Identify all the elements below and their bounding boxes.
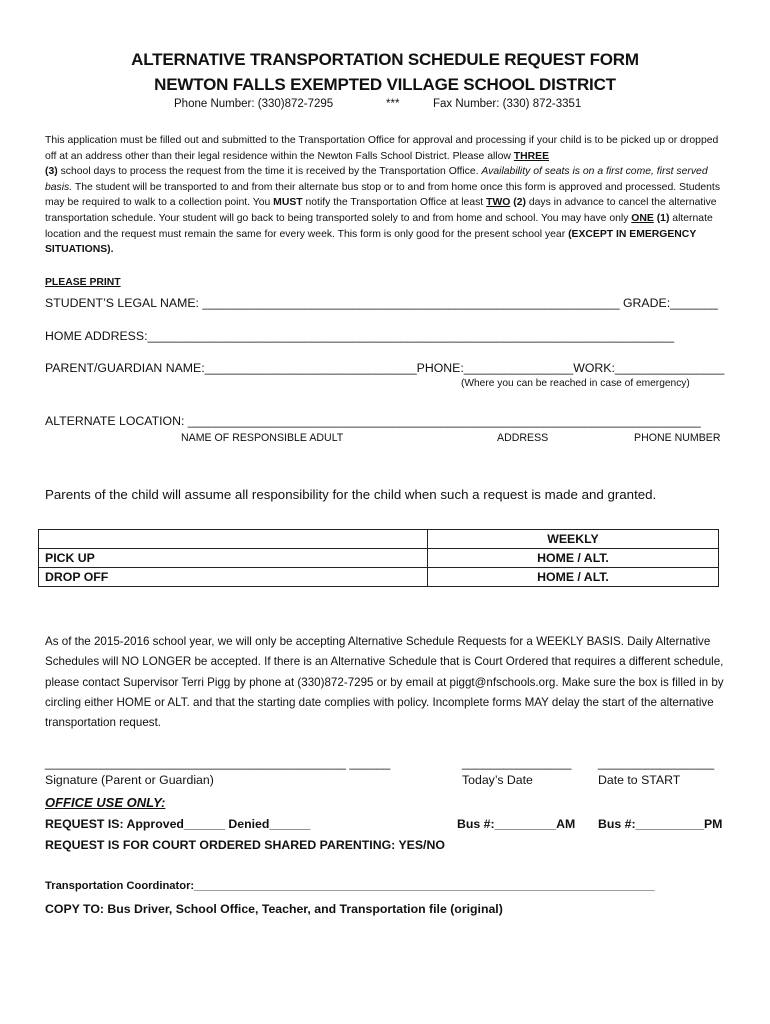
- bus-am-field[interactable]: Bus #:_________AM: [457, 817, 576, 831]
- office-use-heading: OFFICE USE ONLY:: [45, 795, 166, 810]
- pickup-home-alt-option[interactable]: HOME / ALT.: [428, 549, 719, 568]
- form-title: ALTERNATIVE TRANSPORTATION SCHEDULE REQUEST FORM: [131, 50, 639, 69]
- responsibility-statement: Parents of the child will assume all responsibility for the child when such a request is made and granted.: [45, 487, 657, 502]
- intro-paragraph: This application must be filled out and submitted to the Transportation Office for approval and processing if your child is to be picked up or dropped off at an address other than their legal residence within the Newton Falls School District. Please allow THREE (3) school days to process the request from the time it is received by the Transportation Office. Availability of seats is on a first come, first served basis. The student will be transported to and from their alternate bus stop or to and from home once this form is approved and processed. Students may be required to walk to a collection point. You MUST notify the Transportation Office at least TWO (2) days in advance to cancel the alternative transportation schedule. Your student will go back to being transported solely to and from home and school. You may have only ONE (1) alternate location and the request must remain the same for every week. This form is only good for the present school year (EXCEPT IN EMERGENCY SITUATIONS).: [45, 135, 721, 256]
- alt-sublabel-address: ADDRESS: [497, 432, 549, 444]
- start-date-field[interactable]: _________________: [598, 756, 715, 770]
- please-print-label: PLEASE PRINT: [45, 277, 121, 288]
- bus-pm-field[interactable]: Bus #:__________PM: [598, 817, 723, 831]
- dropoff-label: DROP OFF: [39, 568, 428, 587]
- alt-sublabel-phone: PHONE NUMBER: [634, 432, 721, 444]
- schedule-table: [38, 529, 719, 587]
- signature-field[interactable]: ____________________________________________ ______: [45, 756, 391, 770]
- start-date-label: Date to START: [598, 773, 681, 787]
- alternate-location-field[interactable]: ALTERNATE LOCATION: ___________________________________________________________________________: [45, 414, 701, 428]
- policy-paragraph: As of the 2015-2016 school year, we will only be accepting Alternative Schedule Requests for a WEEKLY BASIS. Daily Alternative Schedules will NO LONGER be accepted. If there is an Alternative Schedule that is Court Ordered that requires a different schedule, please contact Supervisor Terri Pigg by phone at (330)872-7295 or by email at piggt@nfschools.org. Make sure the box is filled in by circling either HOME or ALT. and that the starting date complies with policy. Incomplete forms MAY delay the start of the alternative transportation request.: [45, 635, 724, 730]
- table-header-row: [39, 530, 719, 549]
- court-ordered-field[interactable]: REQUEST IS FOR COURT ORDERED SHARED PARENTING: YES/NO: [45, 838, 445, 852]
- todays-date-label: Today’s Date: [462, 773, 533, 787]
- dropoff-home-alt-option[interactable]: HOME / ALT.: [428, 568, 719, 587]
- parent-guardian-field[interactable]: PARENT/GUARDIAN NAME:_______________________________PHONE:________________WORK:________________: [45, 361, 725, 375]
- district-name: NEWTON FALLS EXEMPTED VILLAGE SCHOOL DISTRICT: [154, 75, 616, 94]
- fax-number: Fax Number: (330) 872-3351: [433, 98, 582, 110]
- copy-to-line: COPY TO: Bus Driver, School Office, Teacher, and Transportation file (original): [45, 902, 503, 916]
- student-name-field[interactable]: STUDENT’S LEGAL NAME: _____________________________________________________________ GRADE:_______: [45, 296, 718, 310]
- table-cell-empty: [39, 530, 428, 549]
- phone-number: Phone Number: (330)872-7295: [174, 98, 334, 110]
- table-row: [39, 549, 719, 568]
- alt-sublabel-adult: NAME OF RESPONSIBLE ADULT: [181, 432, 344, 444]
- signature-label: Signature (Parent or Guardian): [45, 773, 214, 787]
- table-row: [39, 568, 719, 587]
- header-separator: ***: [386, 98, 400, 110]
- weekly-header: WEEKLY: [428, 530, 719, 549]
- home-address-field[interactable]: HOME ADDRESS:_____________________________________________________________________________: [45, 329, 675, 343]
- transportation-coordinator-field[interactable]: Transportation Coordinator:__________________________________________________________________________: [45, 880, 655, 892]
- todays-date-field[interactable]: ________________: [462, 756, 572, 770]
- pickup-label: PICK UP: [39, 549, 428, 568]
- emergency-note: (Where you can be reached in case of emergency): [461, 378, 690, 389]
- request-status-field[interactable]: REQUEST IS: Approved______ Denied______: [45, 817, 311, 831]
